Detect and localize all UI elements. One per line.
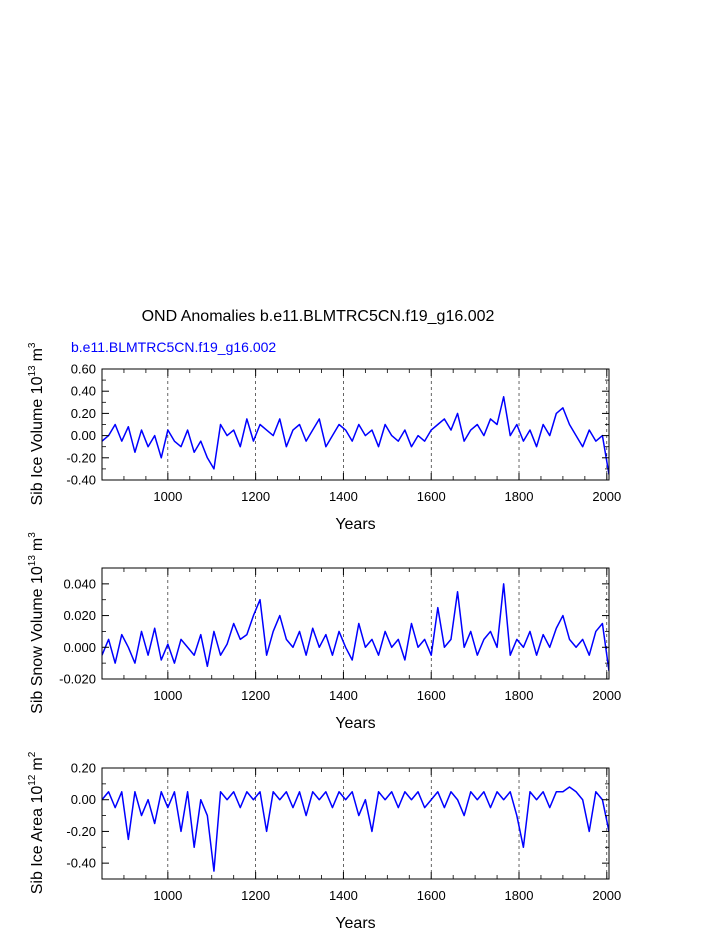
panel-ice-volume [27,339,621,533]
x-tick-label: 1600 [416,489,446,504]
x-tick-label: 1000 [153,888,183,903]
x-tick-label: 1800 [504,489,534,504]
series-line [102,584,609,671]
x-tick-label: 2000 [592,489,622,504]
x-tick-label: 1000 [153,688,183,703]
plot-frame [102,369,609,480]
x-tick-label: 1800 [504,688,534,703]
y-tick-label: 0.00 [70,792,96,808]
y-tick-label: -0.40 [66,472,96,488]
x-tick-label: 1400 [328,888,358,903]
x-axis-title: Years [335,915,376,932]
chart-title: OND Anomalies b.e11.BLMTRC5CN.f19_g16.002 [141,308,495,325]
y-tick-label: 0.020 [63,608,96,624]
y-axis-title [27,532,46,714]
y-axis-title-main: Sib Snow Volume 10 [29,566,46,714]
x-tick-label: 1600 [416,688,446,703]
panel-ice-area [27,751,621,932]
panel-snow-volume [27,532,621,732]
x-tick-label: 1200 [241,489,271,504]
y-tick-label: -0.40 [66,855,96,871]
y-axis-title-unit-exponent: 2 [27,751,38,758]
x-tick-label: 1800 [504,888,534,903]
x-axis-title: Years [335,516,376,533]
x-tick-label: 1400 [328,489,358,504]
x-tick-label: 1400 [328,688,358,703]
y-tick-label: 0.000 [63,639,96,655]
y-axis-title-unit: m [29,757,46,771]
y-axis-title-unit-exponent: 3 [27,342,38,349]
y-tick-label: 0.20 [70,405,96,421]
y-axis-title-unit: m [29,348,46,362]
x-tick-label: 2000 [592,888,622,903]
x-tick-label: 1000 [153,489,183,504]
x-tick-label: 1200 [241,888,271,903]
series-line [102,397,609,475]
y-axis-title-unit: m [29,537,46,552]
y-tick-label: 0.40 [70,383,96,399]
y-tick-label: 0.60 [70,361,96,377]
y-tick-label: -0.20 [66,823,96,839]
y-axis-title-unit-exponent: 3 [27,532,38,538]
y-tick-label: -0.20 [66,450,96,466]
y-axis-title-exponent: 12 [27,774,38,786]
y-axis-title-exponent: 13 [27,365,38,377]
y-axis-title-main: Sib Ice Volume 10 [29,376,46,506]
plot-frame [102,768,609,879]
y-axis-title-main: Sib Ice Area 10 [29,785,46,895]
x-tick-label: 1200 [241,688,271,703]
series-label: b.e11.BLMTRC5CN.f19_g16.002 [71,339,277,355]
plot-frame [102,568,609,679]
x-tick-label: 2000 [592,688,622,703]
y-tick-label: 0.00 [70,428,96,444]
y-axis-title-exponent: 13 [27,555,38,567]
series-line [102,787,609,871]
x-axis-title: Years [335,715,376,732]
y-axis-title [27,751,46,894]
y-tick-label: -0.020 [59,671,96,687]
y-axis-title [27,342,46,505]
y-tick-label: 0.20 [70,760,96,776]
y-tick-label: 0.040 [63,576,96,592]
x-tick-label: 1600 [416,888,446,903]
